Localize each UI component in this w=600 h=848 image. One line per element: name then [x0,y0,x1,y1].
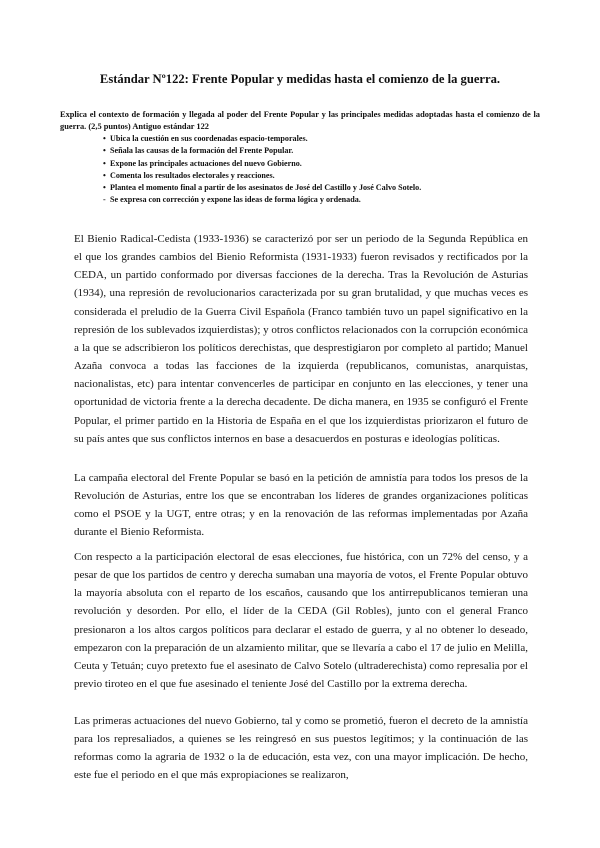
list-item [103,158,523,170]
list-item [103,133,523,145]
criteria-text: Comenta los resultados electorales y reacciones. [110,170,275,180]
criteria-text: Se expresa con corrección y expone las ideas de forma lógica y ordenada. [110,195,361,205]
bullet-marker: • [103,183,106,193]
criteria-list [103,133,523,207]
list-item [103,170,523,182]
bullet-marker: • [103,158,106,168]
page-title: Estándar Nº122: Frente Popular y medidas hasta el comienzo de la guerra. [99,72,501,86]
exam-question: Explica el contexto de formación y llegada al poder del Frente Popular y las principales medidas adoptadas hasta el comienzo de la guerra. (2,5 puntos) Antiguo estándar 122 [60,110,540,132]
list-item [103,194,523,206]
criteria-text: Plantea el momento final a partir de los asesinatos de José del Castillo y José Calvo Sotelo. [110,183,422,193]
bullet-marker: • [103,170,106,180]
paragraph-government-actions: Las primeras actuaciones del nuevo Gobierno, tal y como se prometió, fueron el decreto de la amnistía para los represaliados, a quienes se les reingresó en sus puestos legítimos; y la continuación de las reformas como la agraria de 1932 o la de educación, esta vez, con una mayor implicación. De hecho, este fue el periodo en el que más expropiaciones se realizaron, [74,715,528,782]
paragraph-elections: Con respecto a la participación electoral de esas elecciones, fue histórica, con un 72% del censo, y a pesar de que los partidos de centro y derecha sumaban una mayoría de votos, el Frente Popular obtuvo la mayoría absoluta con el reparto de los escaños, causando que los antirrepublicanos temieran una revolución y desorden. Por ello, el líder de la CEDA (Gil Robles), junto con el general Franco presionaron a los altos cargos políticos para declarar el estado de guerra, y al no obtener lo deseado, empezaron con la preparación de un alzamiento militar, que se llevaría a cabo el 17 de julio en Melilla, Ceuta y Tetuán; cuyo pretexto fue el asesinato de Calvo Sotelo (ultraderechista) como represalia por el previo tiroteo en el que fue asesinado el teniente José del Castillo por la extrema derecha. [74,551,528,691]
list-item [103,182,523,194]
bullet-marker: • [103,146,106,156]
bullet-marker: • [103,134,106,143]
paragraph-campaign: La campaña electoral del Frente Popular se basó en la petición de amnistía para todos los presos de la Revolución de Asturias, entre los que se encontraban los líderes de grandes organizaciones políticas como el PSOE y la UGT, entre otras; y en la renovación de las reformas implementadas por Azaña durante el Bienio Reformista. [74,472,528,539]
paragraph-context: El Bienio Radical-Cedista (1933-1936) se caracterizó por ser un periodo de la Segunda República en el que los grandes cambios del Bienio Reformista (1931-1933) fueron revisados y rectificados por la CEDA, un partido conformado por diversas facciones de la derecha. Tras la Revolución de Asturias (1934), una represión de revolucionarios caracterizada por su gran brutalidad, y que muchas veces es considerada el preludio de la Guerra Civil Española (Franco también tuvo un papel significativo en la represión de los sublevados izquierdistas); y otros conflictos relacionados con la corrupción económica a la que se adscribieron los políticos derechistas, que desprestigiaron por completo al partido; Manuel Azaña convoca a todas las facciones de la izquierda (republicanos, comunistas, anarquistas, nacionalistas, etc) para intentar convencerles de participar en conjunto en las elecciones, y tener una oportunidad de victoria frente a la derecha decadente. De dicha manera, en 1935 se configuró el Frente Popular, el primer partido en la Historia de España en el que los izquierdistas priorizaron el futuro de su país antes que sus conflictos internos en base a desacuerdos en posturas e ideologías políticas. [74,233,528,445]
criteria-text: Señala las causas de la formación del Frente Popular. [110,146,294,156]
criteria-text: Ubica la cuestión en sus coordenadas espacio-temporales. [110,134,308,143]
dash-marker: - [103,195,106,205]
criteria-text: Expone las principales actuaciones del nuevo Gobierno. [110,158,302,168]
list-item [103,145,523,157]
